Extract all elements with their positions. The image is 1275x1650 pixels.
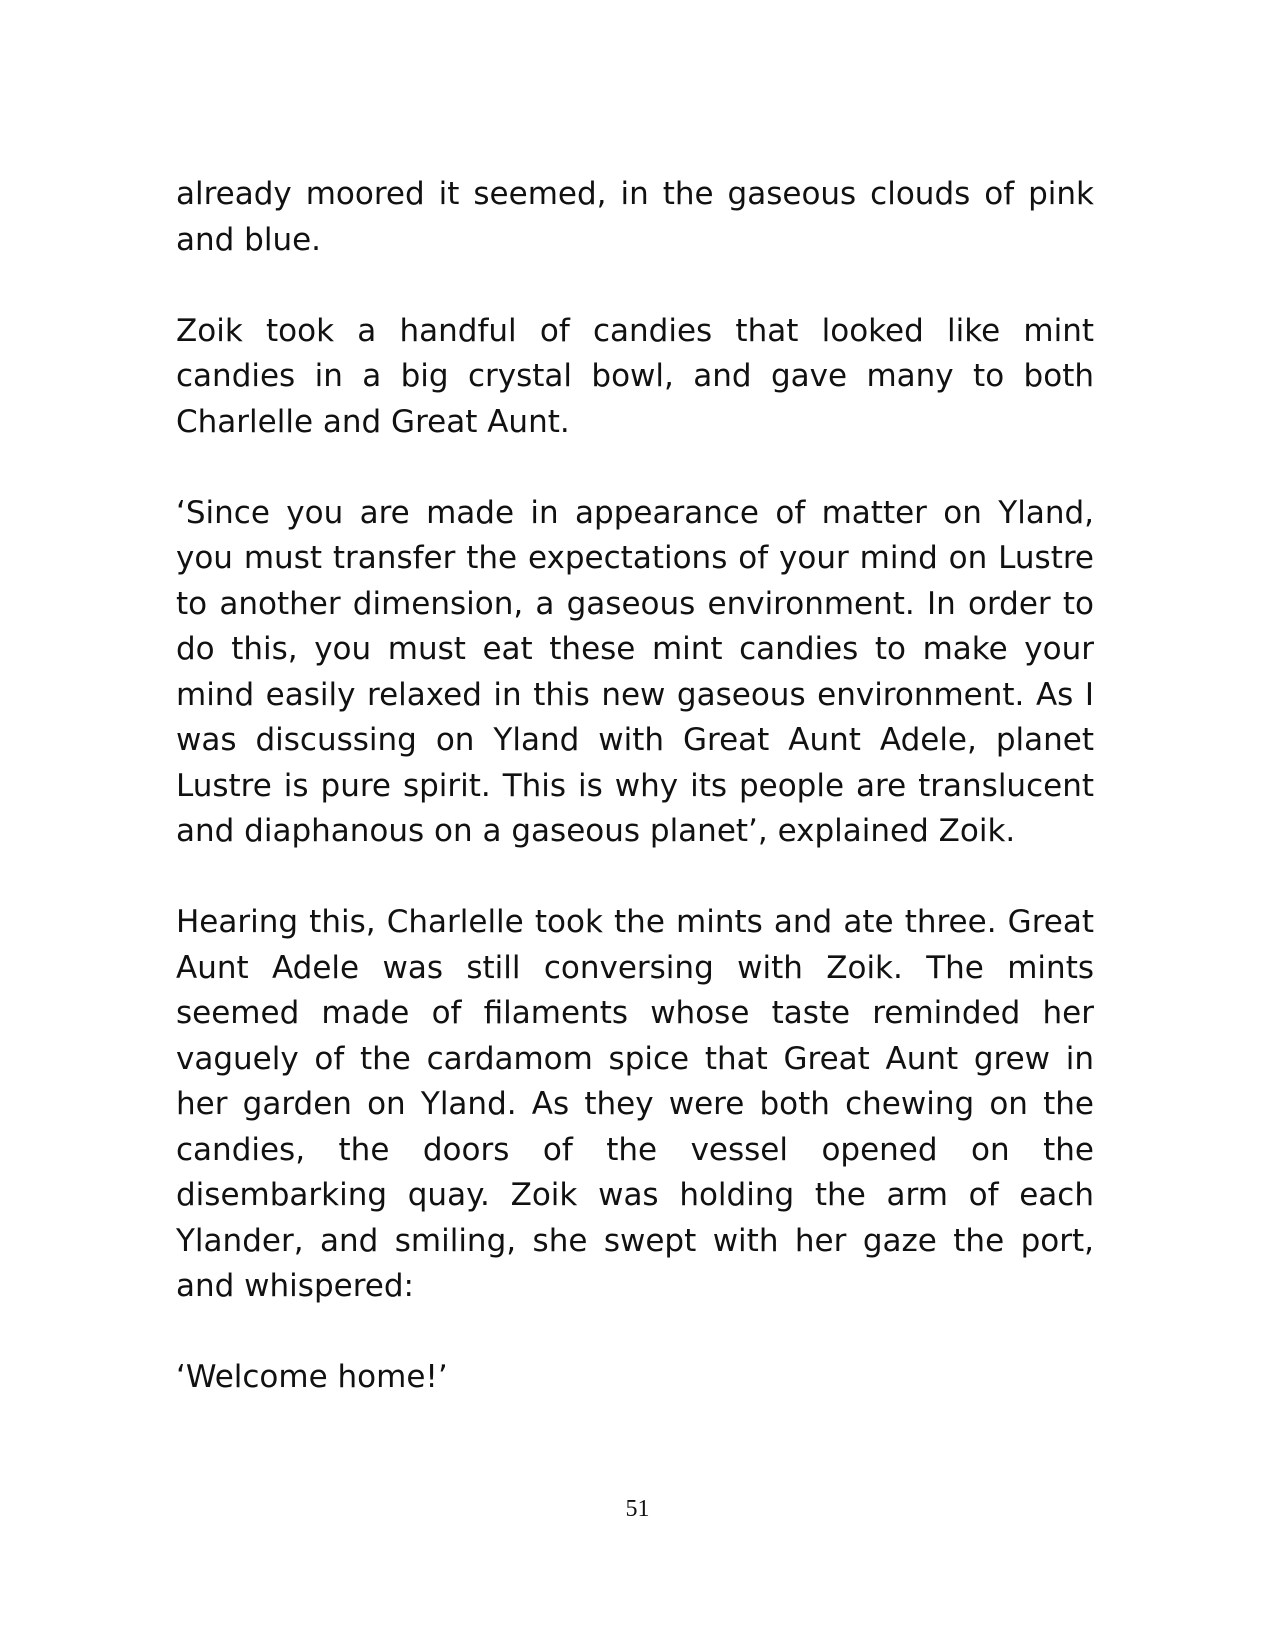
paragraph-5: ‘Welcome home!’ (176, 1359, 448, 1395)
paragraph-1: already moored it seemed, in the gaseous clouds of pink and blue. (176, 176, 1094, 258)
page-number: 51 (625, 1496, 650, 1522)
paragraph-2: Zoik took a handful of candies that looked like mint candies in a big crystal bowl, and gave many to both Charlelle and Great Aunt. (176, 312, 1094, 440)
paragraph-4: Hearing this, Charlelle took the mints and ate three. Great Aunt Adele was still conversing with Zoik. The mints seemed made of filaments whose taste reminded her vaguely of the cardamom spice that Great Aunt grew in her garden on Yland. As they were both chewing on the candies, the doors of the vessel opened on the disembarking quay. Zoik was holding the arm of each Ylander, and smiling, she swept with her gaze the port, and whispered: (176, 904, 1094, 1304)
body-text (176, 172, 1094, 1401)
paragraph-3: ‘Since you are made in appearance of matter on Yland, you must transfer the expectations of your mind on Lustre to another dimension, a gaseous environment. In order to do this, you must eat these mint candies to make your mind easily relaxed in this new gaseous environment. As I was discussing on Yland with Great Aunt Adele, planet Lustre is pure spirit. This is why its people are translucent and diaphanous on a gaseous planet’, explained Zoik. (176, 494, 1094, 849)
